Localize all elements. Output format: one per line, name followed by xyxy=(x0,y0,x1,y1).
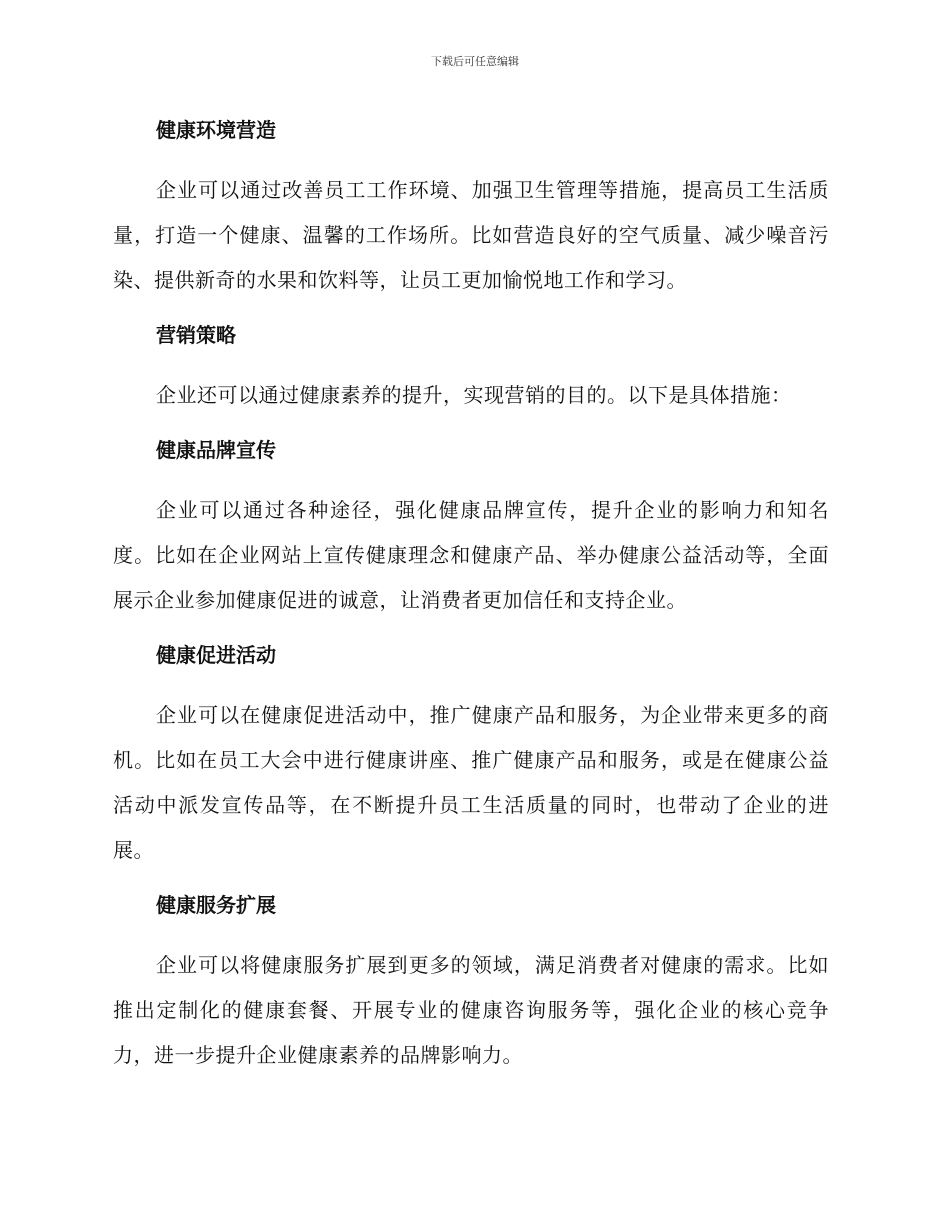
page-header: 下载后可任意编辑 xyxy=(431,55,519,68)
paragraph-marketing: 企业还可以通过健康素养的提升，实现营销的目的。以下是具体措施： xyxy=(156,383,792,407)
section-heading-marketing: 营销策略 xyxy=(156,323,236,347)
paragraph-promotion: 企业可以在健康促进活动中，推广健康产品和服务，为企业带来更多的商机。比如在员工大会中进行健康讲座、推广健康产品和服务，或是在健康公益活动中派发宣传品等，在不断提升员工生活质量的同时，也带动了企业的进展。 xyxy=(113,703,829,862)
section-heading-promotion: 健康促进活动 xyxy=(156,643,276,667)
paragraph-environment: 企业可以通过改善员工工作环境、加强卫生管理等措施，提高员工生活质量，打造一个健康、温馨的工作场所。比如营造良好的空气质量、减少噪音污染、提供新奇的水果和饮料等，让员工更加愉悦地工作和学习。 xyxy=(113,178,829,292)
section-heading-service: 健康服务扩展 xyxy=(156,893,276,917)
document-body xyxy=(113,110,829,1090)
paragraph-brand: 企业可以通过各种途径，强化健康品牌宣传，提升企业的影响力和知名度。比如在企业网站上宣传健康理念和健康产品、举办健康公益活动等，全面展示企业参加健康促进的诚意，让消费者更加信任和支持企业。 xyxy=(113,498,829,612)
section-heading-brand: 健康品牌宣传 xyxy=(156,438,276,462)
paragraph-service: 企业可以将健康服务扩展到更多的领域，满足消费者对健康的需求。比如推出定制化的健康套餐、开展专业的健康咨询服务等，强化企业的核心竞争力，进一步提升企业健康素养的品牌影响力。 xyxy=(113,953,829,1067)
section-heading-environment: 健康环境营造 xyxy=(156,118,276,142)
